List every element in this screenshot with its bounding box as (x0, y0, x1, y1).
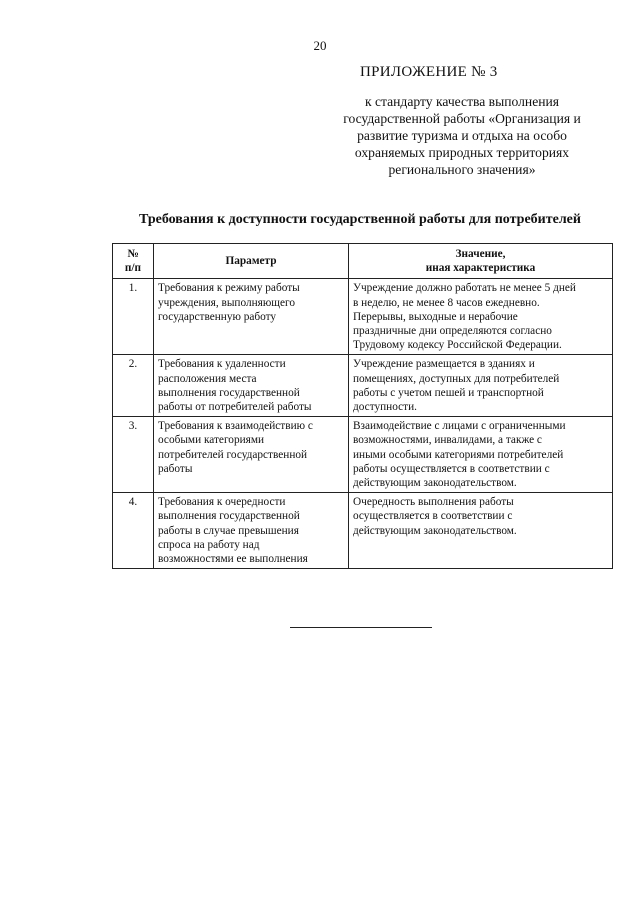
value-line: доступности. (353, 401, 417, 414)
appendix-note-line: развитие туризма и отдыха на особо (357, 128, 567, 143)
header-value (349, 244, 613, 279)
row-parameter (154, 355, 349, 417)
table-row (113, 355, 613, 417)
row-value (349, 355, 613, 417)
header-parameter: Параметр (154, 244, 349, 279)
appendix-note-line: государственной работы «Организация и (343, 111, 581, 126)
appendix-title: ПРИЛОЖЕНИЕ № 3 (360, 64, 498, 80)
parameter-line: выполнения государственной (158, 510, 300, 523)
table-row (113, 493, 613, 569)
row-value (349, 493, 613, 569)
value-line: Учреждение размещается в зданиях и (353, 358, 535, 371)
value-line: Трудовому кодексу Российской Федерации. (353, 339, 562, 352)
parameter-line: потребителей государственной (158, 448, 308, 461)
parameter-line: расположения места (158, 372, 257, 385)
header-number-line: п/п (124, 262, 142, 275)
parameter-line: государственную работу (158, 310, 277, 323)
row-number: 3. (113, 417, 154, 493)
table-header-row (113, 244, 613, 279)
appendix-note-line: регионального значения» (388, 162, 536, 177)
row-number: 2. (113, 355, 154, 417)
parameter-line: работы в случае превышения (158, 524, 299, 537)
table-row (113, 279, 613, 355)
page-number: 20 (313, 38, 327, 53)
header-value-line: Значение, (455, 248, 506, 260)
value-line: Перерывы, выходные и нерабочие (353, 310, 518, 323)
value-line: работы с учетом пешей и транспортной (353, 386, 544, 399)
table-row (113, 417, 613, 493)
parameter-line: Требования к очередности (158, 496, 286, 509)
parameter-line: возможностями ее выполнения (158, 553, 308, 566)
row-number: 1. (113, 279, 154, 355)
value-line: помещениях, доступных для потребителей (353, 372, 560, 385)
parameter-line: Требования к взаимодействию с (158, 420, 313, 433)
header-number (113, 244, 154, 279)
value-line: иными особыми категориями потребителей (353, 448, 564, 461)
parameter-line: Требования к режиму работы (158, 282, 300, 295)
row-parameter (154, 493, 349, 569)
parameter-line: работы от потребителей работы (158, 401, 312, 414)
value-line: Взаимодействие с лицами с ограниченными (353, 420, 566, 433)
value-line: праздничные дни определяются согласно (353, 325, 552, 338)
row-parameter (154, 279, 349, 355)
requirements-table (112, 243, 613, 569)
parameter-line: работы (158, 462, 193, 475)
parameter-line: выполнения государственной (158, 386, 300, 399)
document-heading: Требования к доступности государственной работы для потребителей (139, 212, 581, 227)
row-value (349, 279, 613, 355)
closing-divider (290, 627, 432, 628)
appendix-note-line: к стандарту качества выполнения (364, 94, 560, 109)
parameter-line: особыми категориями (158, 434, 265, 447)
parameter-line: Требования к удаленности (158, 358, 286, 371)
value-line: работы осуществляется в соответствии с (353, 462, 550, 475)
row-parameter (154, 417, 349, 493)
value-line: действующим законодательством. (353, 477, 517, 490)
value-line: осуществляется в соответствии с (353, 510, 513, 523)
value-line: действующим законодательством. (353, 524, 517, 537)
row-number: 4. (113, 493, 154, 569)
appendix-note (318, 93, 606, 178)
appendix-note-line: охраняемых природных территориях (354, 145, 570, 160)
header-number-line: № (127, 248, 139, 260)
parameter-line: спроса на работу над (158, 538, 260, 551)
value-line: Учреждение должно работать не менее 5 дней (353, 282, 576, 295)
row-value (349, 417, 613, 493)
value-line: возможностями, инвалидами, а также с (353, 434, 542, 447)
header-value-line: иная характеристика (425, 262, 536, 275)
parameter-line: учреждения, выполняющего (158, 296, 295, 309)
value-line: в неделю, не менее 8 часов ежедневно. (353, 296, 540, 309)
value-line: Очередность выполнения работы (353, 496, 514, 509)
